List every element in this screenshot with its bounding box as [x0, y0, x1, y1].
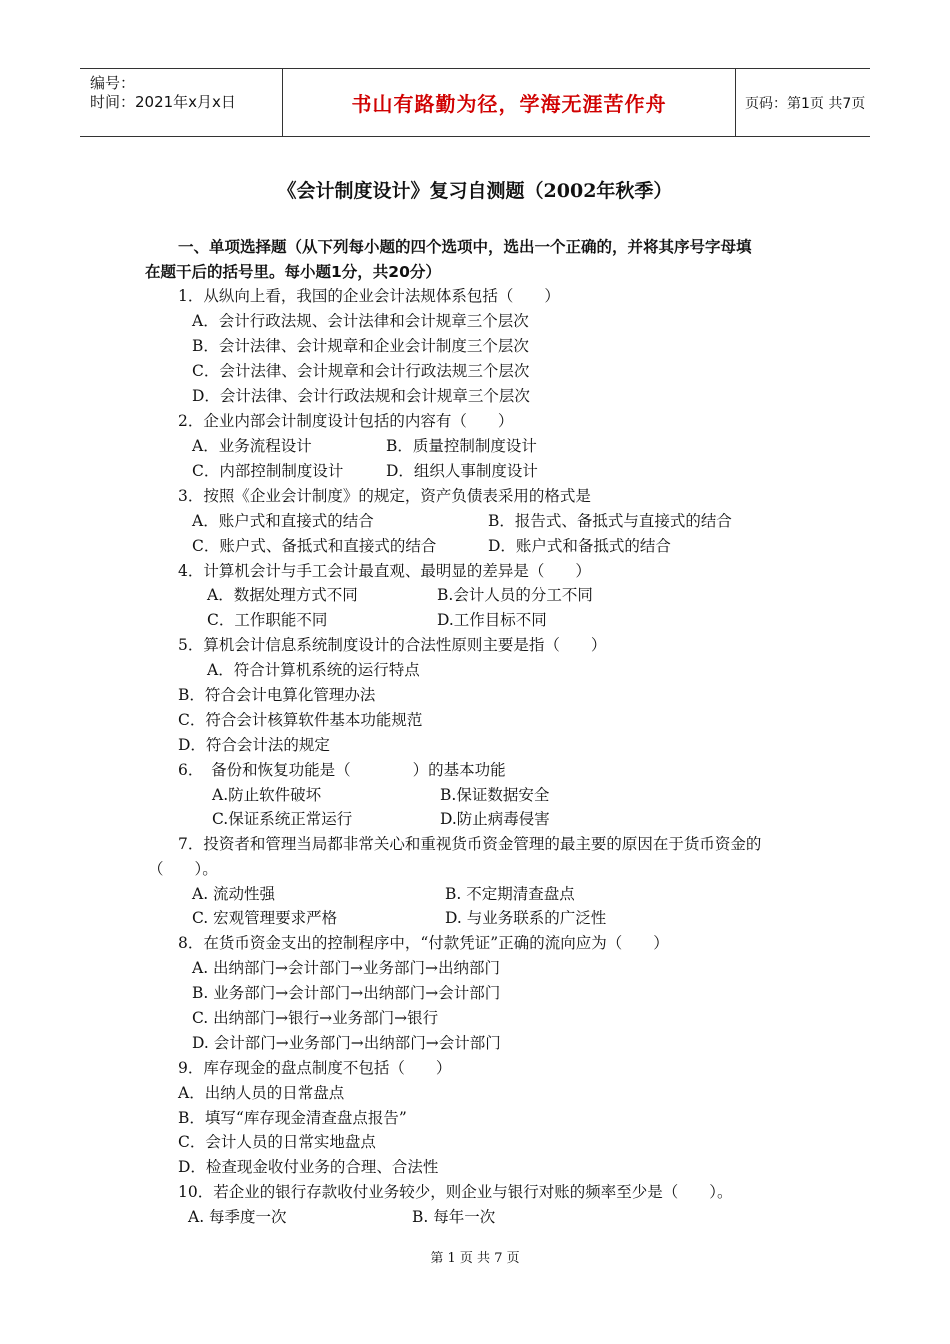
- question-line: B．报告式、备抵式与直接式的结合: [488, 512, 732, 530]
- document-title: 《会计制度设计》复习自测题（2002年秋季）: [277, 180, 673, 202]
- page-footer: 第 1 页 共 7 页: [430, 1251, 520, 1266]
- question-line: C．工作职能不同: [207, 611, 328, 629]
- question-line: 10．若企业的银行存款收付业务较少，则企业与银行对账的频率至少是（ ）。: [178, 1183, 733, 1201]
- question-line: B. 不定期清查盘点: [445, 885, 575, 903]
- question-line: D. 会计部门→业务部门→出纳部门→会计部门: [192, 1034, 501, 1052]
- question-line: D．检查现金收付业务的合理、合法性: [178, 1158, 439, 1176]
- header-page-info-cell: [735, 69, 880, 136]
- question-line: D．符合会计法的规定: [178, 736, 330, 754]
- question-line: 3．按照《企业会计制度》的规定，资产负债表采用的格式是: [178, 487, 591, 505]
- question-line: A．符合计算机系统的运行特点: [207, 661, 420, 679]
- question-line: C. 宏观管理要求严格: [192, 909, 338, 927]
- question-line: 7．投资者和管理当局都非常关心和重视货币资金管理的最主要的原因在于货币资金的: [178, 835, 762, 853]
- question-line: 1．从纵向上看，我国的企业会计法规体系包括（ ）: [178, 287, 560, 305]
- question-line: B．会计法律、会计规章和企业会计制度三个层次: [192, 337, 529, 355]
- question-line: （ ）。: [148, 860, 218, 878]
- question-line: 6． 备份和恢复功能是（ ）的基本功能: [178, 761, 506, 779]
- question-line: C. 出纳部门→银行→业务部门→银行: [192, 1009, 439, 1027]
- question-line: D. 与业务联系的广泛性: [445, 909, 607, 927]
- question-line: A．会计行政法规、会计法律和会计规章三个层次: [192, 312, 529, 330]
- question-line: 9．库存现金的盘点制度不包括（ ）: [178, 1059, 452, 1077]
- question-line: 2．企业内部会计制度设计包括的内容有（ ）: [178, 412, 514, 430]
- section-heading-line-1: 一、单项选择题（从下列每小题的四个选项中，选出一个正确的，并将其序号字母填: [178, 238, 752, 256]
- question-line: 4．计算机会计与手工会计最直观、最明显的差异是（ ）: [178, 562, 591, 580]
- section-heading-line-2: 在题干后的括号里。每小题1分，共20分）: [145, 263, 441, 281]
- question-line: D．账户式和备抵式的结合: [488, 537, 671, 555]
- question-line: C．账户式、备抵式和直接式的结合: [192, 537, 437, 555]
- question-line: B．填写“库存现金清查盘点报告”: [178, 1109, 407, 1127]
- page-header: [80, 68, 870, 137]
- question-line: C．符合会计核算软件基本功能规范: [178, 711, 423, 729]
- question-line: A．业务流程设计: [192, 437, 312, 455]
- question-line: A．数据处理方式不同: [207, 586, 358, 604]
- header-left-cell: [80, 69, 282, 136]
- header-page-info: 页码：第1页 共7页: [745, 95, 866, 112]
- document-date-label: 时间：2021年x月x日: [90, 93, 236, 111]
- header-motto-cell: [282, 69, 736, 136]
- header-motto: 书山有路勤为径，学海无涯苦作舟: [351, 92, 667, 116]
- question-line: B. 业务部门→会计部门→出纳部门→会计部门: [192, 984, 501, 1002]
- question-line: C．内部控制制度设计: [192, 462, 344, 480]
- question-line: B.保证数据安全: [440, 786, 550, 804]
- question-line: D．组织人事制度设计: [386, 462, 538, 480]
- question-line: A.防止软件破坏: [212, 786, 322, 804]
- question-line: D.工作目标不同: [437, 611, 547, 629]
- question-line: B．符合会计电算化管理办法: [178, 686, 376, 704]
- question-line: B.会计人员的分工不同: [437, 586, 593, 604]
- question-line: A．出纳人员的日常盘点: [178, 1084, 345, 1102]
- question-line: 8．在货币资金支出的控制程序中，“付款凭证”正确的流向应为（ ）: [178, 934, 669, 952]
- question-line: C．会计法律、会计规章和会计行政法规三个层次: [192, 362, 530, 380]
- question-line: A．账户式和直接式的结合: [192, 512, 374, 530]
- question-line: A. 出纳部门→会计部门→业务部门→出纳部门: [192, 959, 501, 977]
- question-line: C．会计人员的日常实地盘点: [178, 1133, 376, 1151]
- question-line: B. 每年一次: [412, 1208, 496, 1226]
- question-line: B．质量控制制度设计: [386, 437, 537, 455]
- document-number-label: 编号：: [90, 74, 136, 92]
- question-line: A. 每季度一次: [188, 1208, 287, 1226]
- question-line: D．会计法律、会计行政法规和会计规章三个层次: [192, 387, 530, 405]
- question-line: D.防止病毒侵害: [440, 810, 550, 828]
- question-line: C.保证系统正常运行: [212, 810, 353, 828]
- question-line: A. 流动性强: [192, 885, 276, 903]
- question-line: 5．算机会计信息系统制度设计的合法性原则主要是指（ ）: [178, 636, 607, 654]
